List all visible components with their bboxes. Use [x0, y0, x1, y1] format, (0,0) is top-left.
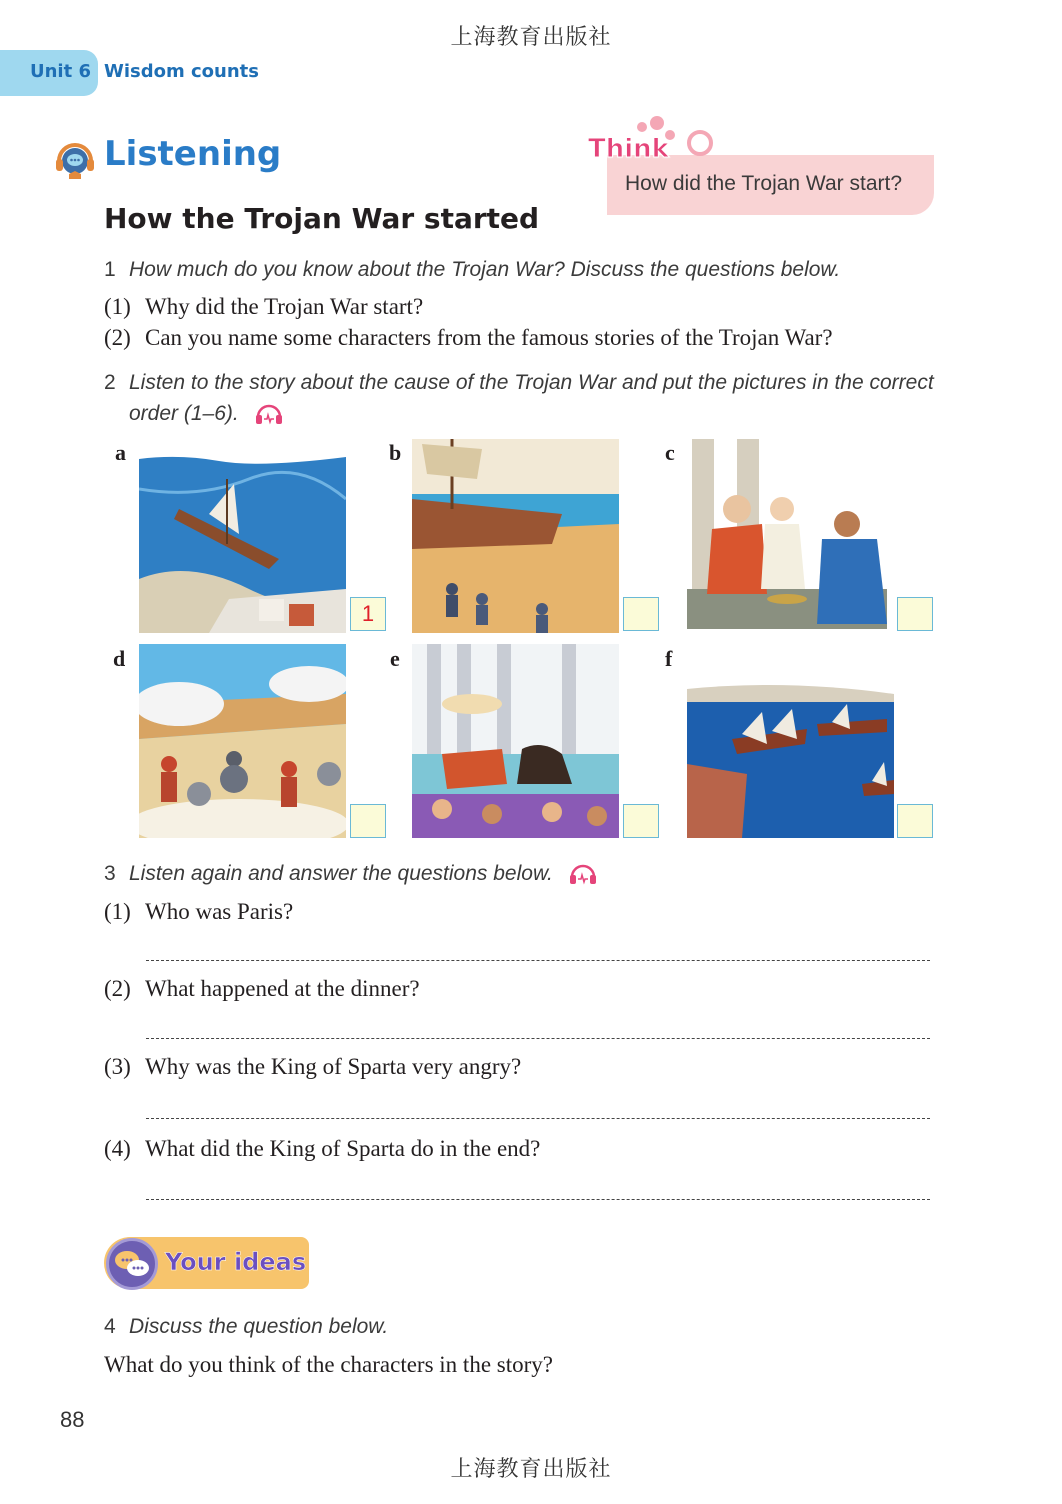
exercise-2-instruction-cont — [129, 402, 283, 426]
picture-letter: e — [390, 646, 400, 671]
question-text: What did the King of Sparta do in the end? — [145, 1136, 541, 1161]
exercise-1-question — [104, 294, 423, 320]
picture-a-ship-at-sea — [139, 439, 346, 633]
exercise-1-instruction — [104, 258, 840, 282]
section-title: Listening — [104, 134, 282, 174]
exercise-number: 3 — [104, 862, 116, 885]
picture-d-battle — [139, 644, 346, 838]
exercise-number: 1 — [104, 258, 116, 281]
page-number: 88 — [60, 1407, 85, 1432]
answer-line-4[interactable] — [146, 1199, 930, 1200]
question-number: (1) — [104, 899, 131, 924]
answer-line-2[interactable] — [146, 1038, 930, 1039]
question-number: (2) — [104, 325, 131, 350]
exercise-4-instruction — [104, 1315, 388, 1339]
instruction-text: How much do you know about the Trojan War? Discuss the questions below. — [129, 258, 841, 281]
question-number: (1) — [104, 294, 131, 319]
picture-f-fleet — [687, 644, 894, 838]
exercise-2-instruction — [104, 371, 934, 395]
question-text: Who was Paris? — [145, 899, 294, 924]
exercise-number: 2 — [104, 371, 116, 394]
headphones-icon[interactable] — [255, 402, 283, 426]
answer-box-f[interactable] — [897, 804, 933, 838]
question-number: (2) — [104, 976, 131, 1001]
picture-letter: b — [389, 440, 402, 465]
answer-box-d[interactable] — [350, 804, 386, 838]
picture-b-ship-on-beach — [412, 439, 619, 633]
answer-box-a[interactable]: 1 — [350, 597, 386, 631]
picture-letter: d — [113, 646, 126, 671]
picture-e-chariot — [412, 644, 619, 838]
think-question: How did the Trojan War start? — [625, 172, 902, 195]
answer-box-e[interactable] — [623, 804, 659, 838]
exercise-3-question — [104, 899, 293, 925]
instruction-text: order (1–6). — [129, 402, 239, 425]
think-label: Think — [588, 134, 669, 164]
exercise-3-question — [104, 976, 420, 1002]
question-text: What happened at the dinner? — [145, 976, 420, 1001]
answer-line-1[interactable] — [146, 960, 930, 961]
instruction-text: Listen to the story about the cause of the Trojan War and put the pictures in the correct — [129, 371, 934, 394]
exercise-1-question — [104, 325, 833, 351]
story-title: How the Trojan War started — [104, 202, 540, 235]
exercise-3-instruction — [104, 862, 597, 886]
publisher-footer: 上海教育出版社 — [450, 1457, 612, 1482]
answer-box-b[interactable] — [623, 597, 659, 631]
instruction-text: Listen again and answer the questions below. — [129, 862, 553, 885]
question-text: Why did the Trojan War start? — [145, 294, 424, 319]
headphones-character-icon — [53, 137, 97, 181]
question-text: Why was the King of Sparta very angry? — [145, 1054, 522, 1079]
answer-line-3[interactable] — [146, 1118, 930, 1119]
picture-letter: f — [665, 646, 673, 671]
picture-letter: c — [665, 440, 675, 465]
exercise-number: 4 — [104, 1315, 116, 1338]
question-number: (4) — [104, 1136, 131, 1161]
unit-number: Unit 6 — [30, 61, 91, 82]
publisher-header: 上海教育出版社 — [450, 25, 612, 50]
picture-c-dinner — [687, 439, 894, 633]
instruction-text: Discuss the question below. — [129, 1315, 389, 1338]
unit-title: Wisdom counts — [104, 61, 259, 82]
exercise-4-question: What do you think of the characters in the story? — [104, 1352, 553, 1377]
exercise-3-question — [104, 1054, 521, 1080]
picture-letter: a — [115, 440, 126, 465]
question-number: (3) — [104, 1054, 131, 1079]
answer-box-c[interactable] — [897, 597, 933, 631]
question-text: Can you name some characters from the famous stories of the Trojan War? — [145, 325, 833, 350]
exercise-3-question — [104, 1136, 540, 1162]
speech-bubbles-icon — [106, 1238, 158, 1290]
your-ideas-label: Your ideas — [165, 1248, 307, 1276]
headphones-icon[interactable] — [569, 862, 597, 886]
